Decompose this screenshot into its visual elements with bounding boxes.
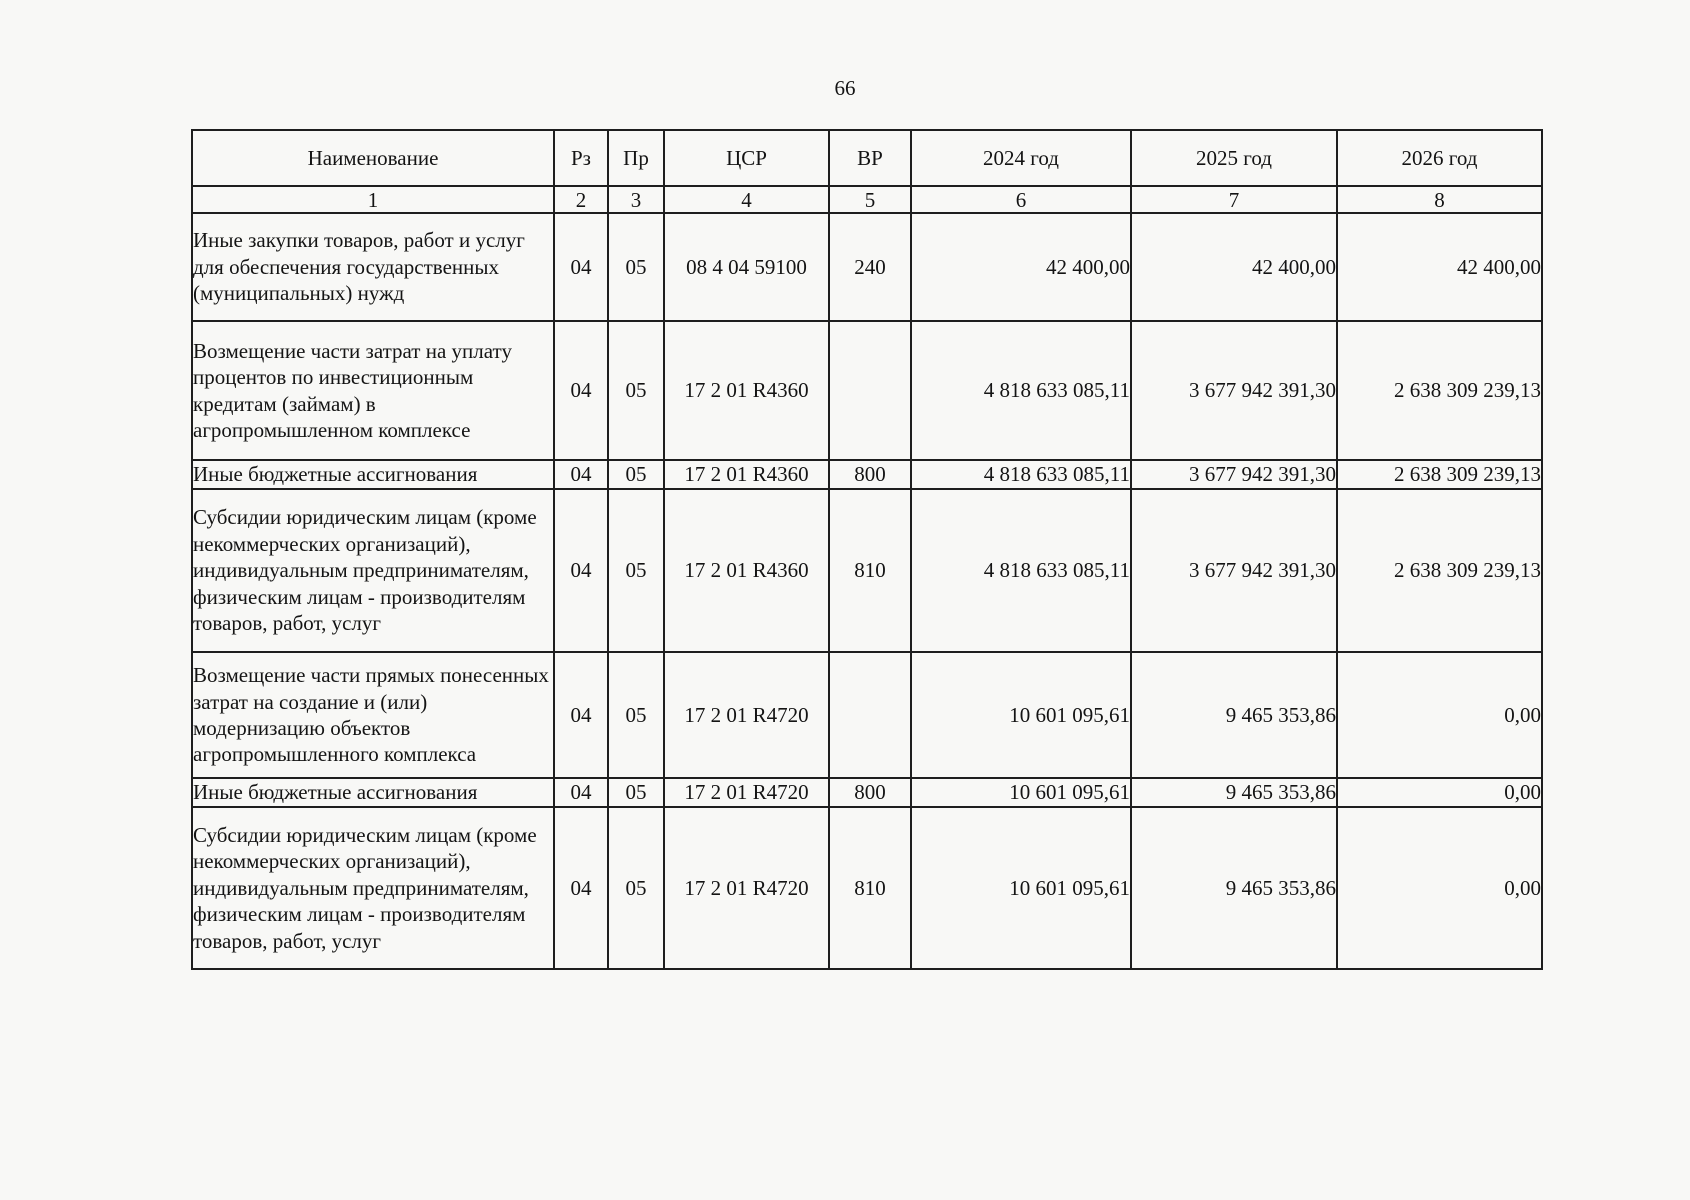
row-amount-2026: 0,00 bbox=[1337, 778, 1542, 807]
table-row bbox=[192, 778, 1542, 807]
page-number: 66 bbox=[834, 76, 856, 100]
row-amount-2025: 3 677 942 391,30 bbox=[1131, 321, 1337, 460]
table-row bbox=[192, 321, 1542, 460]
header-rz: Рз bbox=[554, 130, 608, 186]
row-name: Иные бюджетные ассигнования bbox=[192, 460, 554, 489]
row-csr: 08 4 04 59100 bbox=[664, 213, 829, 321]
row-name: Иные бюджетные ассигнования bbox=[192, 778, 554, 807]
row-csr: 17 2 01 R4720 bbox=[664, 807, 829, 969]
row-vr: 810 bbox=[829, 489, 911, 652]
row-rz: 04 bbox=[554, 460, 608, 489]
column-number: 4 bbox=[664, 186, 829, 213]
row-amount-2026: 42 400,00 bbox=[1337, 213, 1542, 321]
row-vr bbox=[829, 321, 911, 460]
row-amount-2025: 3 677 942 391,30 bbox=[1131, 460, 1337, 489]
column-number-row bbox=[192, 186, 1542, 213]
row-amount-2024: 10 601 095,61 bbox=[911, 652, 1131, 778]
column-number: 8 bbox=[1337, 186, 1542, 213]
row-pr: 05 bbox=[608, 489, 664, 652]
row-pr: 05 bbox=[608, 213, 664, 321]
column-number: 7 bbox=[1131, 186, 1337, 213]
table-row bbox=[192, 489, 1542, 652]
row-rz: 04 bbox=[554, 652, 608, 778]
header-2024: 2024 год bbox=[911, 130, 1131, 186]
row-csr: 17 2 01 R4360 bbox=[664, 321, 829, 460]
row-csr: 17 2 01 R4360 bbox=[664, 489, 829, 652]
row-amount-2024: 4 818 633 085,11 bbox=[911, 460, 1131, 489]
row-name: Субсидии юридическим лицам (кроме некоммерческих организаций), индивидуальным предпринимателям, физическим лицам - производителям товаров, работ, услуг bbox=[192, 489, 554, 652]
header-name: Наименование bbox=[192, 130, 554, 186]
row-amount-2026: 2 638 309 239,13 bbox=[1337, 321, 1542, 460]
row-csr: 17 2 01 R4360 bbox=[664, 460, 829, 489]
table-row bbox=[192, 213, 1542, 321]
column-number: 6 bbox=[911, 186, 1131, 213]
header-2026: 2026 год bbox=[1337, 130, 1542, 186]
row-name: Возмещение части затрат на уплату процентов по инвестиционным кредитам (займам) в агропромышленном комплексе bbox=[192, 321, 554, 460]
column-number: 2 bbox=[554, 186, 608, 213]
row-rz: 04 bbox=[554, 778, 608, 807]
table-row bbox=[192, 807, 1542, 969]
row-amount-2026: 0,00 bbox=[1337, 807, 1542, 969]
row-rz: 04 bbox=[554, 489, 608, 652]
row-amount-2024: 4 818 633 085,11 bbox=[911, 321, 1131, 460]
row-name: Возмещение части прямых понесенных затрат на создание и (или) модернизацию объектов агропромышленного комплекса bbox=[192, 652, 554, 778]
table-row bbox=[192, 460, 1542, 489]
table-row bbox=[192, 652, 1542, 778]
row-amount-2025: 3 677 942 391,30 bbox=[1131, 489, 1337, 652]
table-header-row bbox=[192, 130, 1542, 186]
header-2025: 2025 год bbox=[1131, 130, 1337, 186]
row-csr: 17 2 01 R4720 bbox=[664, 778, 829, 807]
column-number: 3 bbox=[608, 186, 664, 213]
row-amount-2025: 9 465 353,86 bbox=[1131, 652, 1337, 778]
row-vr: 810 bbox=[829, 807, 911, 969]
row-amount-2025: 42 400,00 bbox=[1131, 213, 1337, 321]
row-pr: 05 bbox=[608, 652, 664, 778]
row-name: Субсидии юридическим лицам (кроме некоммерческих организаций), индивидуальным предпринимателям, физическим лицам - производителям товаров, работ, услуг bbox=[192, 807, 554, 969]
row-amount-2025: 9 465 353,86 bbox=[1131, 807, 1337, 969]
column-number: 5 bbox=[829, 186, 911, 213]
budget-table bbox=[191, 129, 1543, 970]
row-amount-2025: 9 465 353,86 bbox=[1131, 778, 1337, 807]
header-vr: ВР bbox=[829, 130, 911, 186]
row-rz: 04 bbox=[554, 213, 608, 321]
row-vr: 800 bbox=[829, 460, 911, 489]
row-pr: 05 bbox=[608, 460, 664, 489]
row-amount-2026: 2 638 309 239,13 bbox=[1337, 489, 1542, 652]
header-csr: ЦСР bbox=[664, 130, 829, 186]
row-rz: 04 bbox=[554, 807, 608, 969]
row-vr bbox=[829, 652, 911, 778]
row-pr: 05 bbox=[608, 321, 664, 460]
row-name: Иные закупки товаров, работ и услуг для обеспечения государственных (муниципальных) нужд bbox=[192, 213, 554, 321]
row-pr: 05 bbox=[608, 807, 664, 969]
row-vr: 240 bbox=[829, 213, 911, 321]
row-amount-2024: 4 818 633 085,11 bbox=[911, 489, 1131, 652]
row-amount-2026: 2 638 309 239,13 bbox=[1337, 460, 1542, 489]
row-amount-2024: 10 601 095,61 bbox=[911, 807, 1131, 969]
row-rz: 04 bbox=[554, 321, 608, 460]
row-csr: 17 2 01 R4720 bbox=[664, 652, 829, 778]
row-amount-2026: 0,00 bbox=[1337, 652, 1542, 778]
row-vr: 800 bbox=[829, 778, 911, 807]
column-number: 1 bbox=[192, 186, 554, 213]
row-pr: 05 bbox=[608, 778, 664, 807]
row-amount-2024: 10 601 095,61 bbox=[911, 778, 1131, 807]
header-pr: Пр bbox=[608, 130, 664, 186]
row-amount-2024: 42 400,00 bbox=[911, 213, 1131, 321]
